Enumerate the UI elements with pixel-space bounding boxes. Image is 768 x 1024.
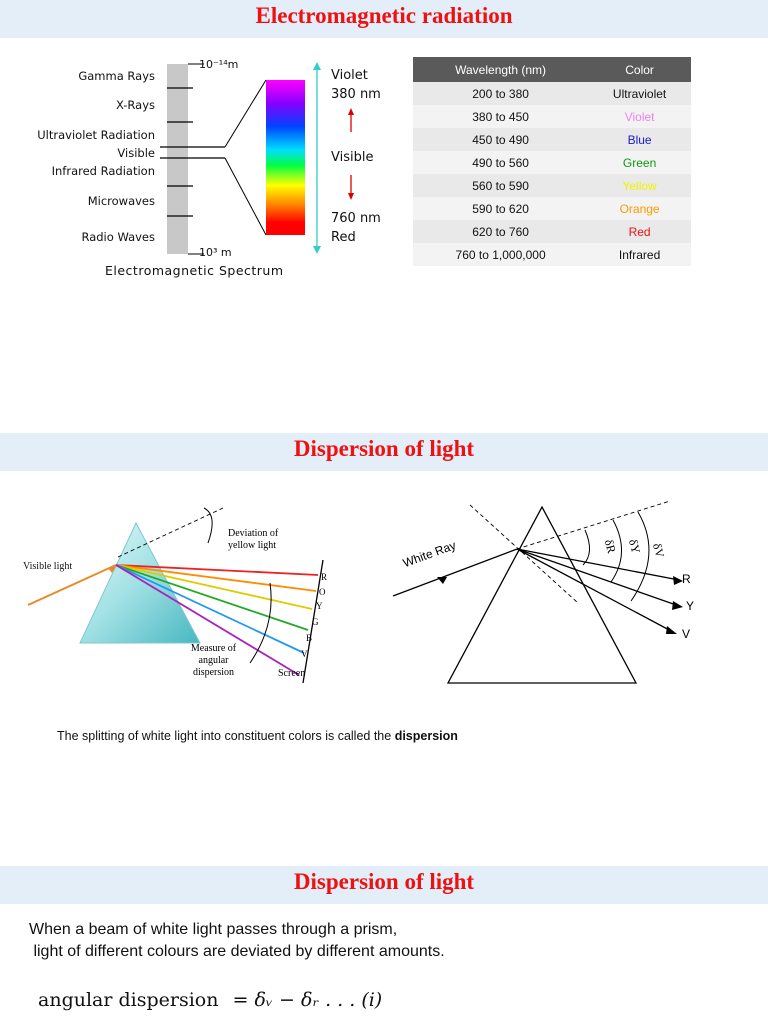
table-row <box>413 243 691 266</box>
ray-r-label: R <box>682 572 691 586</box>
spectrum-caption: Electromagnetic Spectrum <box>105 263 284 278</box>
delta-y-label: δY <box>626 537 644 556</box>
violet-nm-label: 380 nm <box>331 87 381 102</box>
caption-text: The splitting of white light into constituent colors is called the <box>57 729 395 743</box>
delta-r-label: δR <box>601 537 619 555</box>
visible-rainbow <box>266 80 305 235</box>
prism-dispersion-figure-left <box>18 505 338 685</box>
formula-lhs: angular dispersion <box>38 989 219 1011</box>
dispersion-caption <box>57 729 458 743</box>
table-row <box>413 197 691 220</box>
slide-title: Dispersion of light <box>293 436 475 461</box>
wavelength-cell: 590 to 620 <box>413 197 588 220</box>
table-row <box>413 128 691 151</box>
bottom-wavelength: 10³ m <box>199 246 232 259</box>
screen-label: Screen <box>278 668 306 679</box>
slide-title: Electromagnetic radiation <box>255 3 513 28</box>
letter-b: B <box>306 633 313 643</box>
deviation-label-line1: Deviation of <box>228 528 279 539</box>
slide-electromagnetic-radiation <box>0 0 768 423</box>
letter-r: R <box>321 572 328 582</box>
table-row <box>413 220 691 243</box>
wavelength-cell: 380 to 450 <box>413 105 588 128</box>
ray-y-label: Y <box>686 599 695 613</box>
ray-v-label: V <box>682 627 691 641</box>
caption-bold-term: dispersion <box>394 729 458 743</box>
letter-y: Y <box>316 601 323 611</box>
body-line-1: When a beam of white light passes through a prism, <box>29 921 398 938</box>
glass-prism <box>80 523 200 643</box>
violet-label: Violet <box>331 68 368 83</box>
wavelength-cell: 490 to 560 <box>413 151 588 174</box>
header-wavelength: Wavelength (nm) <box>413 57 588 82</box>
wavelength-cell: 620 to 760 <box>413 220 588 243</box>
label-x-rays: X-Rays <box>115 98 155 112</box>
label-infrared: Infrared Radiation <box>51 164 155 178</box>
letter-v: V <box>301 649 308 659</box>
body-line-2: light of different colours are deviated by different amounts. <box>29 943 445 960</box>
line-prism <box>448 507 636 683</box>
label-gamma-rays: Gamma Rays <box>78 69 155 83</box>
wavelength-color-table <box>413 57 691 266</box>
slide-dispersion-1 <box>0 433 768 856</box>
visible-label: Visible <box>331 150 374 165</box>
slide-title: Dispersion of light <box>293 869 475 894</box>
color-cell: Blue <box>588 128 691 151</box>
wavelength-cell: 200 to 380 <box>413 82 588 105</box>
table-row <box>413 151 691 174</box>
label-radio-waves: Radio Waves <box>81 230 155 244</box>
formula-rhs: = δᵥ − δᵣ . . . (i) <box>232 989 383 1011</box>
letter-g: G <box>312 617 319 627</box>
spectrum-bar <box>167 64 188 254</box>
color-cell: Infrared <box>588 243 691 266</box>
deviation-label-line2: yellow light <box>228 540 277 551</box>
white-ray-label: White Ray <box>401 538 458 571</box>
table-row <box>413 174 691 197</box>
wavelength-cell: 450 to 490 <box>413 128 588 151</box>
wavelength-cell: 560 to 590 <box>413 174 588 197</box>
slide-dispersion-2 <box>0 866 768 1024</box>
visible-light-label: Visible light <box>23 561 73 572</box>
letter-o: O <box>319 587 326 597</box>
table-body <box>413 82 691 266</box>
color-cell: Orange <box>588 197 691 220</box>
measure-label-line2: angular <box>198 655 229 666</box>
wavelength-cell: 760 to 1,000,000 <box>413 243 588 266</box>
red-nm-label: 760 nm <box>331 211 381 226</box>
angular-dispersion-formula <box>38 989 382 1011</box>
label-visible-band: Visible <box>117 146 155 160</box>
measure-label-line1: Measure of <box>190 643 237 654</box>
color-cell: Yellow <box>588 174 691 197</box>
measure-label-line3: dispersion <box>192 667 235 678</box>
table-header-row <box>413 57 691 82</box>
table-row <box>413 82 691 105</box>
label-microwaves: Microwaves <box>87 194 155 208</box>
table-row <box>413 105 691 128</box>
top-wavelength: 10⁻¹⁴m <box>199 58 239 71</box>
color-cell: Violet <box>588 105 691 128</box>
delta-v-label: δV <box>650 541 668 560</box>
prism-dispersion-figure-right <box>385 493 685 693</box>
label-ultraviolet: Ultraviolet Radiation <box>37 128 155 142</box>
color-cell: Green <box>588 151 691 174</box>
header-color: Color <box>588 57 691 82</box>
red-label: Red <box>331 230 356 245</box>
color-cell: Ultraviolet <box>588 82 691 105</box>
color-cell: Red <box>588 220 691 243</box>
